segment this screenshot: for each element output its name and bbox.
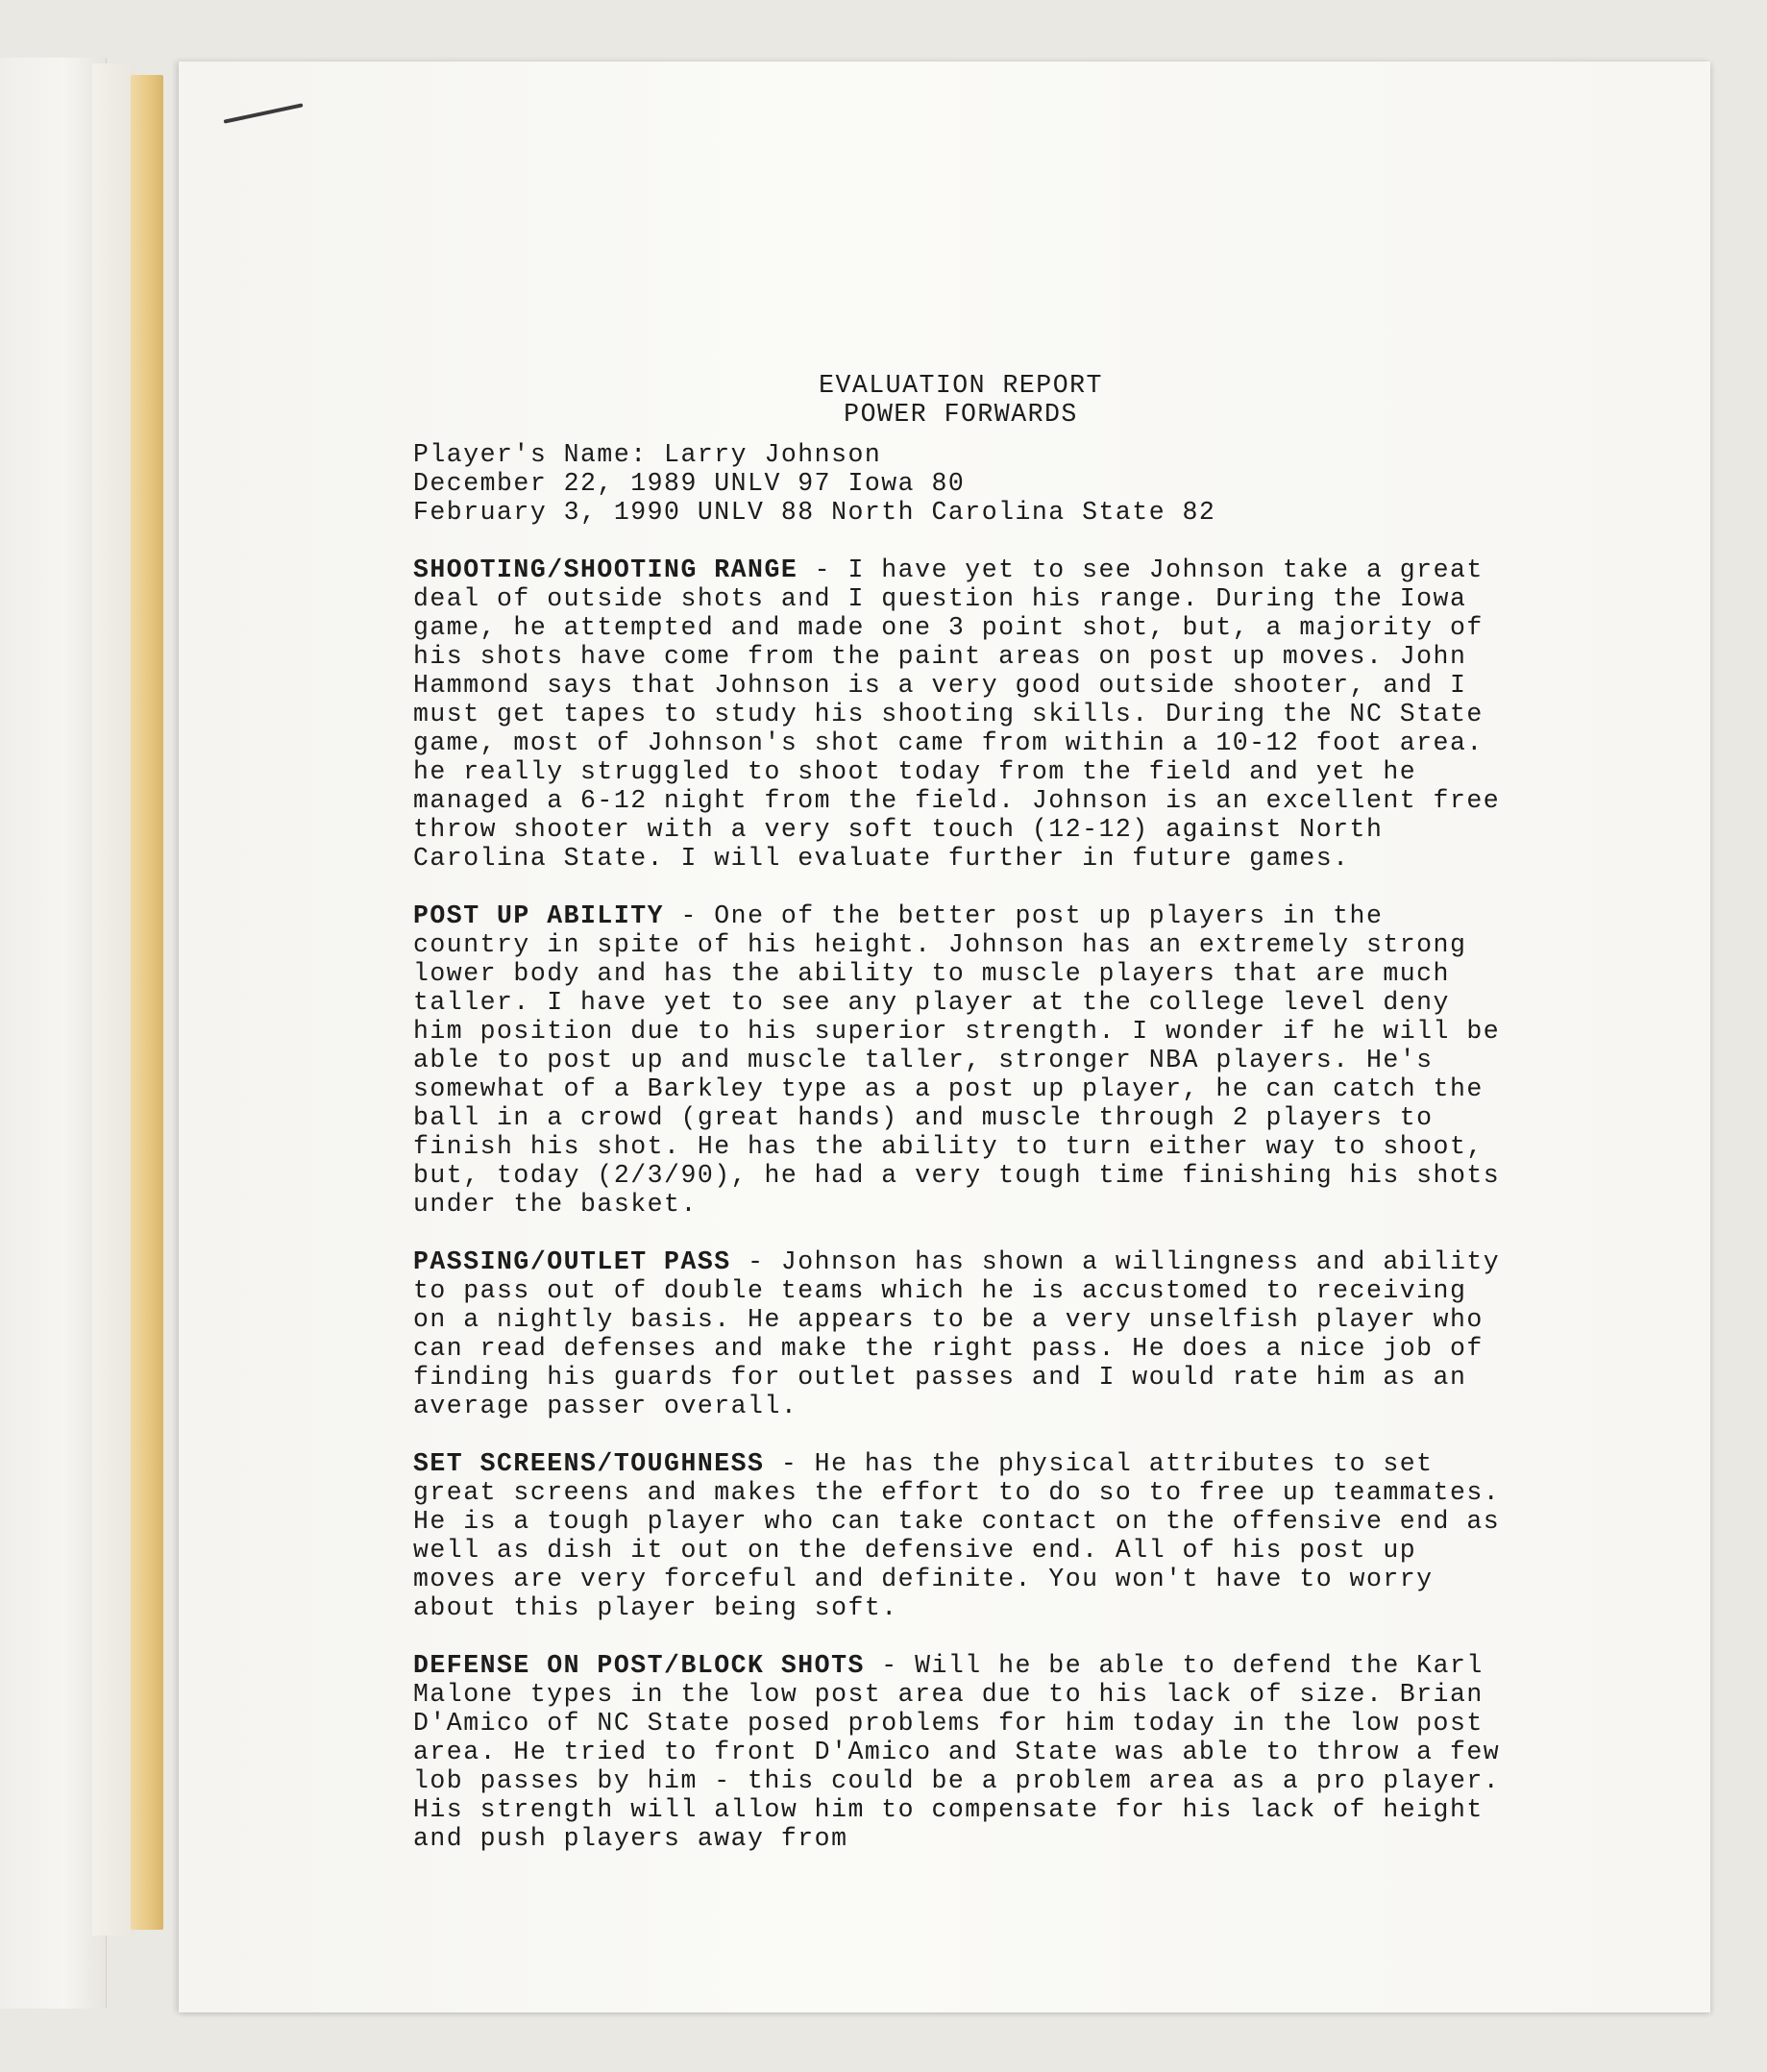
- game-line-1: December 22, 1989 UNLV 97 Iowa 80: [413, 469, 966, 498]
- section-title: PASSING/OUTLET PASS: [413, 1247, 731, 1276]
- report-subtitle: POWER FORWARDS: [844, 400, 1078, 429]
- section-title: SET SCREENS/TOUGHNESS: [413, 1449, 765, 1478]
- report-content: [413, 371, 1509, 1882]
- folder-edge: [131, 75, 163, 1930]
- report-title: EVALUATION REPORT: [819, 371, 1103, 400]
- adjacent-page: [0, 58, 107, 2009]
- section-body: - I have yet to see Johnson take a great deal of outside shots and I question his range. During the Iowa game, he attempted and made one 3 point shot, but, a majority of his shots have come from the paint areas on post up moves. John Hammond says that Johnson is a very good outside shooter, and I must get tapes to study his shooting skills. During the NC State game, most of Johnson's shot came from within a 10-12 foot area. he really struggled to shoot today from the field and yet he managed a 6-12 night from the field. Johnson is an excellent free throw shooter with a very soft touch (12-12) against North Carolina State. I will evaluate further in future games.: [413, 555, 1501, 873]
- section-shooting: [413, 555, 1509, 873]
- section-title: POST UP ABILITY: [413, 901, 665, 930]
- section-passing: [413, 1247, 1509, 1420]
- page-stack-edge: [92, 63, 135, 1936]
- section-body: - Johnson has shown a willingness and ability to pass out of double teams which he is accustomed to receiving on a nightly basis. He appears to be a very unselfish player who can read defenses and make the right pass. He does a nice job of finding his guards for outlet passes and I would rate him as an average passer overall.: [413, 1247, 1501, 1420]
- section-defense: [413, 1651, 1509, 1853]
- section-title: SHOOTING/SHOOTING RANGE: [413, 555, 798, 584]
- section-screens: [413, 1449, 1509, 1622]
- section-body: - One of the better post up players in the country in spite of his height. Johnson has an extremely strong lower body and has the ability to muscle players that are much taller. I have yet to see any player at the college level deny him position due to his superior strength. I wonder if he will be able to post up and muscle taller, stronger NBA players. He's somewhat of a Barkley type as a post up player, he can catch the ball in a crowd (great hands) and muscle through 2 players to finish his shot. He has the ability to turn either way to shoot, but, today (2/3/90), he had a very tough time finishing his shots under the basket.: [413, 901, 1501, 1219]
- game-line-2: February 3, 1990 UNLV 88 North Carolina State 82: [413, 498, 1216, 527]
- player-info: [413, 440, 1509, 527]
- section-post-up: [413, 901, 1509, 1219]
- section-title: DEFENSE ON POST/BLOCK SHOTS: [413, 1651, 865, 1680]
- section-body: - Will he be able to defend the Karl Malone types in the low post area due to his lack of size. Brian D'Amico of NC State posed problems for him today in the low post area. He tried to front D'Amico and State was able to throw a few lob passes by him - this could be a problem area as a pro player. His strength will allow him to compensate for his lack of height and push players away from: [413, 1651, 1501, 1853]
- player-name: Player's Name: Larry Johnson: [413, 440, 882, 469]
- section-body: - He has the physical attributes to set great screens and makes the effort to do so to free up teammates. He is a tough player who can take contact on the offensive end as well as dish it out on the defensive end. All of his post up moves are very forceful and definite. You won't have to worry about this player being soft.: [413, 1449, 1501, 1622]
